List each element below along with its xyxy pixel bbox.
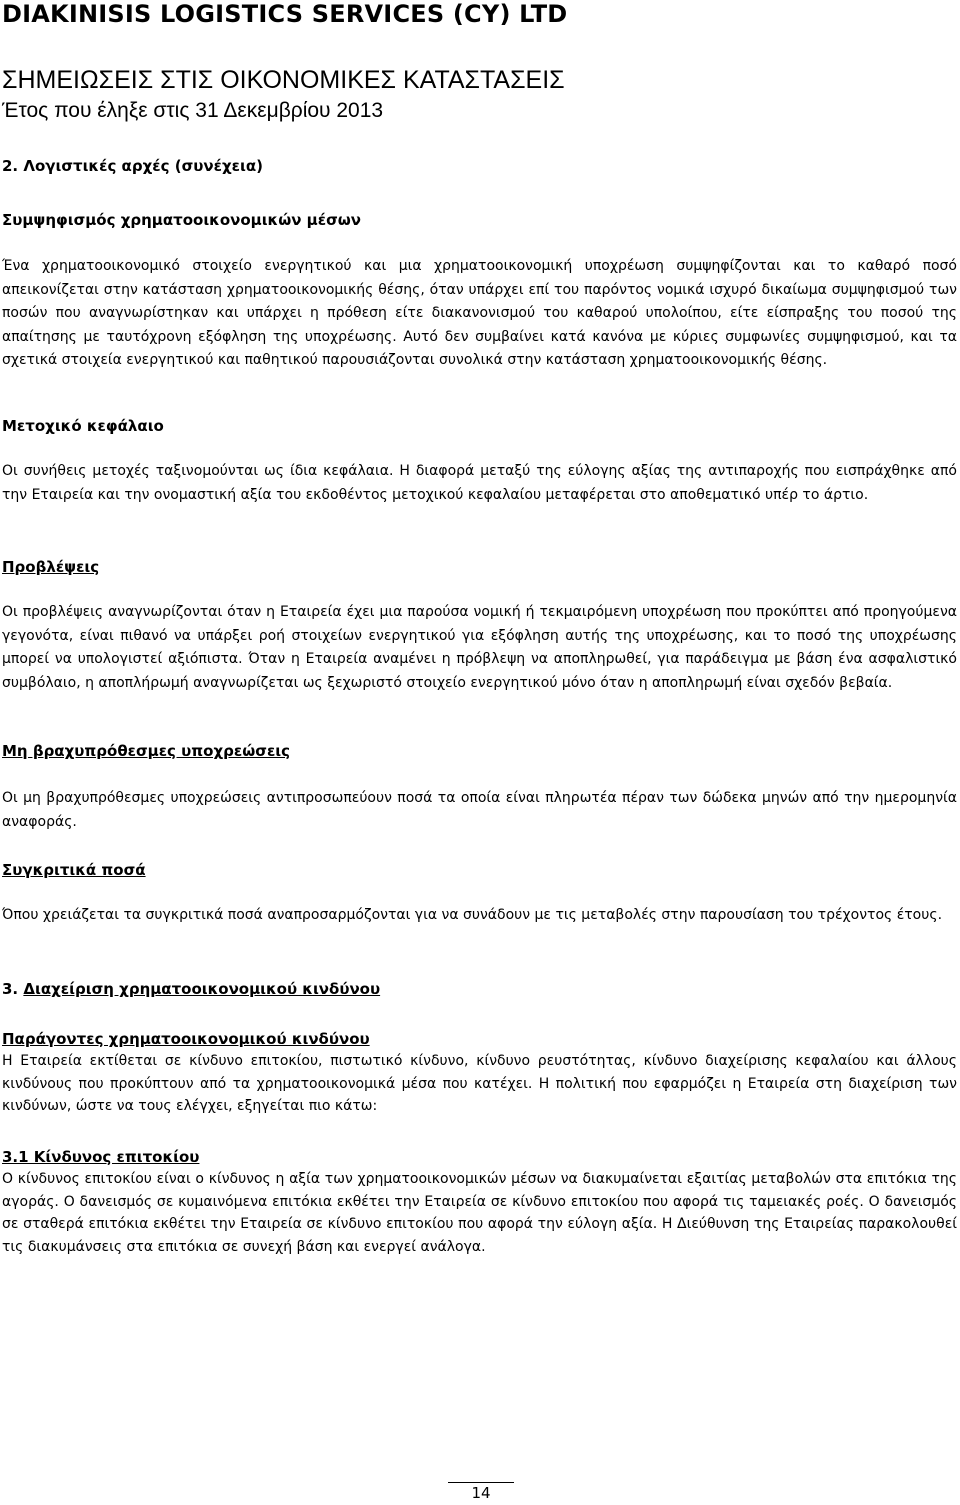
- financial-risk-factors-paragraph: Η Εταιρεία εκτίθεται σε κίνδυνο επιτοκίου, πιστωτικό κίνδυνο, κίνδυνο ρευστότητας, κίνδυνο διαχείρισης κεφαλαίου και άλλους κινδύνους που προκύπτουν από τα χρηματοοικονομικά μέσα που κατέχει. Η πολιτική που εφαρμόζει η Εταιρεία στη διαχείριση των κινδύνων, ώστε να τους ελέγχει, εξηγείται πιο κάτω:: [2, 1053, 957, 1114]
- share-capital-heading: Μετοχικό κεφάλαιο: [2, 417, 164, 435]
- comparative-amounts-heading: Συγκριτικά ποσά: [2, 861, 146, 879]
- section-2-heading: 2. Λογιστικές αρχές (συνέχεια): [2, 157, 263, 175]
- financial-risk-factors-heading: Παράγοντες χρηματοοικονομικού κινδύνου: [2, 1030, 370, 1048]
- share-capital-paragraph: Οι συνήθεις μετοχές ταξινομούνται ως ίδια κεφάλαια. Η διαφορά μεταξύ της εύλογης αξίας της αντιπαροχής που εισπράχθηκε από την Εταιρεία και την ονομαστική αξία του εκδοθέντος μετοχικού κεφαλαίου μεταφέρεται στο αποθεματικό υπέρ το άρτιο.: [2, 463, 957, 503]
- section-3-number: 3.: [2, 980, 24, 998]
- section-3-heading: [2, 980, 380, 998]
- document-title: ΣΗΜΕΙΩΣΕΙΣ ΣΤΙΣ ΟΙΚΟΝΟΜΙΚΕΣ ΚΑΤΑΣΤΑΣΕΙΣ: [2, 66, 565, 94]
- footer-rule: [448, 1482, 514, 1483]
- section-3-title: Διαχείριση χρηματοοικονομικού κινδύνου: [23, 980, 381, 998]
- noncurrent-liabilities-heading: Μη βραχυπρόθεσμες υποχρεώσεις: [2, 742, 291, 760]
- company-name: DIAKINISIS LOGISTICS SERVICES (CY) LTD: [2, 0, 568, 28]
- noncurrent-liabilities-paragraph: Οι μη βραχυπρόθεσμες υποχρεώσεις αντιπροσωπεύουν ποσά τα οποία είναι πληρωτέα πέραν των δώδεκα μηνών από την ημερομηνία αναφοράς.: [2, 790, 957, 830]
- page-number: 14: [471, 1484, 491, 1502]
- offset-paragraph: Ένα χρηματοοικονομικό στοιχείο ενεργητικού και μια χρηματοοικονομική υποχρέωση συμψηφίζονται και το καθαρό ποσό απεικονίζεται στην κατάσταση χρηματοοικονομικής θέσης, όταν υπάρχει επί του παρόντος νομικά ισχυρό δικαίωμα συμψηφισμού των ποσών που αναγνωρίστηκαν και υπάρχει η πρόθεση είτε διακανονισμού του καθαρού υπολοίπου, είτε είσπραξης του ποσού της απαίτησης με ταυτόχρονη εξόφληση της υποχρέωσης. Αυτό δεν συμβαίνει κατά κανόνα με κύριες συμφωνίες συμψηφισμού, και τα σχετικά στοιχεία ενεργητικού και παθητικού παρουσιάζονται συνολικά στην κατάσταση χρηματοοικονομικής θέσης.: [2, 258, 957, 368]
- offset-heading: Συμψηφισμός χρηματοοικονομικών μέσων: [2, 211, 362, 229]
- interest-rate-risk-paragraph: Ο κίνδυνος επιτοκίου είναι ο κίνδυνος η αξία των χρηματοοικονομικών μέσων να διακυμαίνεται εξαιτίας μεταβολών στα επιτόκια της αγοράς. Ο δανεισμός σε κυμαινόμενα επιτόκια εκθέτει την Εταιρεία σε κίνδυνο επιτοκίου που αφορά τις ταμειακές ροές. Ο δανεισμός σε σταθερά επιτόκια εκθέτει την Εταιρεία σε κίνδυνο επιτοκίου που αφορά την εύλογη αξία. Η Διεύθυνση της Εταιρείας παρακολουθεί τις διακυμάνσεις στα επιτόκια σε συνεχή βάση και ενεργεί ανάλογα.: [2, 1171, 957, 1255]
- document-subtitle: Έτος που έληξε στις 31 Δεκεμβρίου 2013: [2, 99, 384, 122]
- interest-rate-risk-heading: 3.1 Κίνδυνος επιτοκίου: [2, 1148, 200, 1166]
- provisions-paragraph: Οι προβλέψεις αναγνωρίζονται όταν η Εταιρεία έχει μια παρούσα νομική ή τεκμαιρόμενη υποχρέωση που προκύπτει από προηγούμενα γεγονότα, είναι πιθανό να υπάρξει ροή στοιχείων ενεργητικού για εξόφληση αυτής της υποχρέωσης, και το ποσό της υποχρέωσης μπορεί να υπολογιστεί αξιόπιστα. Όταν η Εταιρεία αναμένει η πρόβλεψη να αποπληρωθεί, για παράδειγμα με βάση ένα ασφαλιστικό συμβόλαιο, η αποπλήρωμή αναγνωρίζεται ως ξεχωριστό στοιχείο ενεργητικού μόνο όταν η αποπληρωμή είναι σχεδόν βεβαία.: [2, 604, 957, 691]
- comparative-amounts-paragraph: Όπου χρειάζεται τα συγκριτικά ποσά αναπροσαρμόζονται για να συνάδουν με τις μεταβολές στην παρουσίαση του τρέχοντος έτους.: [2, 907, 943, 923]
- provisions-heading: Προβλέψεις: [2, 558, 100, 576]
